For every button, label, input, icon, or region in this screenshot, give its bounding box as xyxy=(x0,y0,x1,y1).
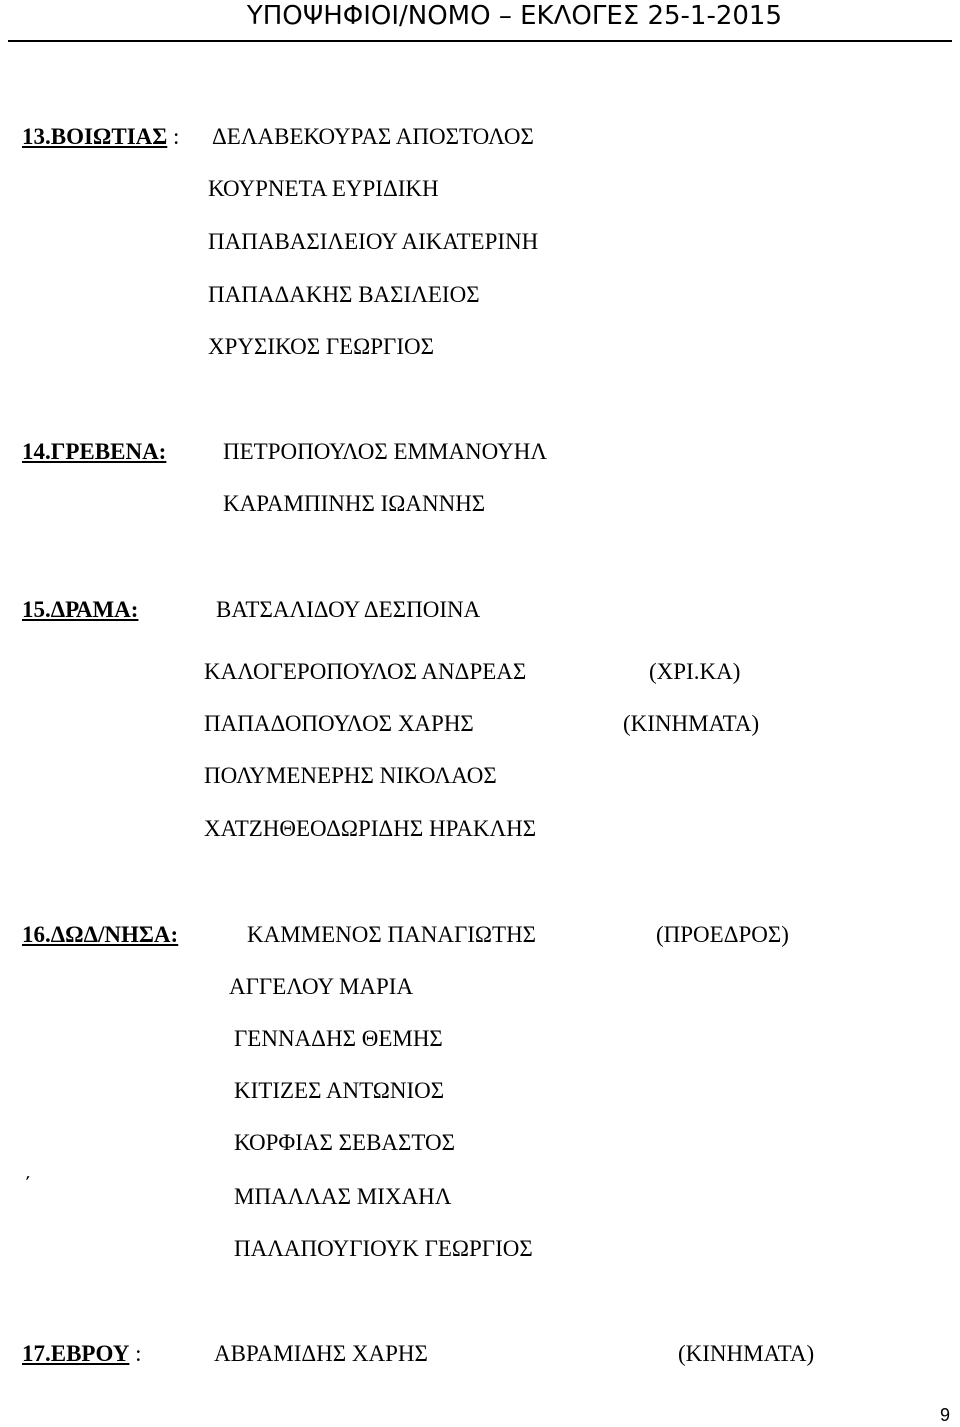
candidate-name: ΠΟΛΥΜΕΝΕΡΗΣ ΝΙΚΟΛΑΟΣ xyxy=(204,763,497,788)
candidate-name: ΑΒΡΑΜΙΔΗΣ ΧΑΡΗΣ xyxy=(214,1341,428,1366)
prefecture-title: 14.ΓΡΕΒΕΝΑ: xyxy=(22,439,167,464)
header-title: ΥΠΟΨΗΦΙΟΙ/ΝΟΜΟ – ΕΚΛΟΓΕΣ 25-1-2015 xyxy=(246,1,782,31)
prefecture-separator: : xyxy=(167,124,180,149)
candidate-name: ΠΑΠΑΒΑΣΙΛΕΙΟΥ ΑΙΚΑΤΕΡΙΝΗ xyxy=(208,229,539,254)
section-17-heading xyxy=(22,1340,142,1368)
party-note: (ΚΙΝΗΜΑΤΑ) xyxy=(678,1341,815,1366)
prefecture-title: 15.ΔΡΑΜΑ: xyxy=(22,597,139,622)
stray-mark: ΄ xyxy=(24,1173,32,1198)
candidate-name: ΠΕΤΡΟΠΟΥΛΟΣ ΕΜΜΑΝΟΥΗΛ xyxy=(223,439,548,464)
candidate-name: ΔΕΛΑΒΕΚΟΥΡΑΣ ΑΠΟΣΤΟΛΟΣ xyxy=(212,124,534,149)
party-note: (ΚΙΝΗΜΑΤΑ) xyxy=(623,711,760,736)
candidate-name: ΚΑΜΜΕΝΟΣ ΠΑΝΑΓΙΩΤΗΣ xyxy=(247,922,537,947)
candidate-name: ΚΑΡΑΜΠΙΝΗΣ ΙΩΑΝΝΗΣ xyxy=(223,491,486,516)
page-header xyxy=(0,0,960,40)
candidate-name: ΑΓΓΕΛΟΥ ΜΑΡΙΑ xyxy=(229,974,414,999)
prefecture-separator: : xyxy=(129,1341,142,1366)
prefecture-title: 16.ΔΩΔ/ΝΗΣΑ: xyxy=(22,922,179,947)
candidate-name: ΓΕΝΝΑΔΗΣ ΘΕΜΗΣ xyxy=(234,1026,443,1051)
header-rule xyxy=(8,40,952,42)
candidate-name: ΚΟΥΡΝΕΤΑ ΕΥΡΙΔΙΚΗ xyxy=(208,176,439,201)
candidate-name: ΠΑΛΑΠΟΥΓΙΟΥΚ ΓΕΩΡΓΙΟΣ xyxy=(234,1236,533,1261)
party-note: (ΧΡΙ.ΚΑ) xyxy=(649,659,741,684)
section-13-heading xyxy=(22,123,179,151)
candidate-name: ΚΙΤΙΖΕΣ ΑΝΤΩΝΙΟΣ xyxy=(234,1078,445,1103)
candidate-name: ΧΑΤΖΗΘΕΟΔΩΡΙΔΗΣ ΗΡΑΚΛΗΣ xyxy=(204,816,537,841)
candidate-name: ΒΑΤΣΑΛΙΔΟΥ ΔΕΣΠΟΙΝΑ xyxy=(216,597,481,622)
candidate-name: ΚΑΛΟΓΕΡΟΠΟΥΛΟΣ ΑΝΔΡΕΑΣ xyxy=(204,659,527,684)
party-note: (ΠΡΟΕΔΡΟΣ) xyxy=(656,922,789,947)
candidate-name: ΧΡΥΣΙΚΟΣ ΓΕΩΡΓΙΟΣ xyxy=(208,334,435,359)
prefecture-title: 17.ΕΒΡΟΥ xyxy=(22,1341,130,1366)
candidate-name: ΜΠΑΛΛΑΣ ΜΙΧΑΗΛ xyxy=(234,1184,452,1209)
page-number: 9 xyxy=(939,1405,950,1425)
candidate-name: ΚΟΡΦΙΑΣ ΣΕΒΑΣΤΟΣ xyxy=(234,1130,456,1155)
candidate-name: ΠΑΠΑΔΟΠΟΥΛΟΣ ΧΑΡΗΣ xyxy=(204,711,474,736)
candidate-name: ΠΑΠΑΔΑΚΗΣ ΒΑΣΙΛΕΙΟΣ xyxy=(208,282,480,307)
prefecture-title: 13.ΒΟΙΩΤΙΑΣ xyxy=(22,124,168,149)
